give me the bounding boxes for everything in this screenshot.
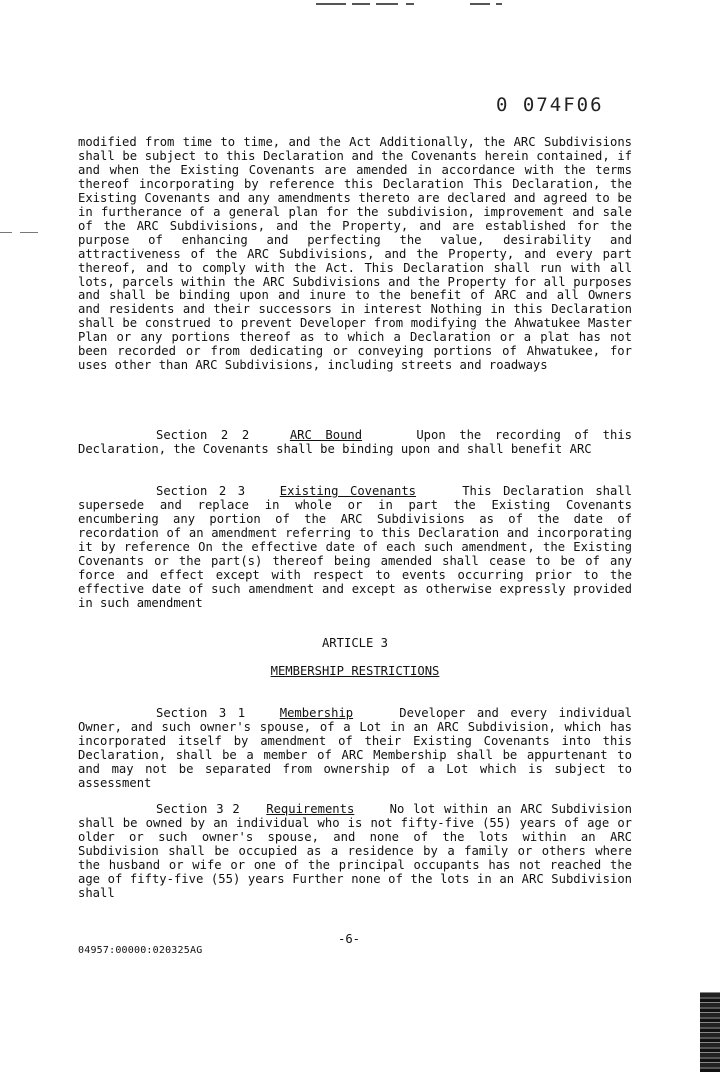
section-2-2-label: Section 2 2 <box>156 428 250 442</box>
section-2-2 <box>78 429 632 457</box>
section-2-3-title: Existing Covenants <box>279 484 417 498</box>
section-3-2-label: Section 3 2 <box>156 802 240 816</box>
scan-artifact-top <box>310 0 530 8</box>
section-2-3-body: This Declaration shall supersede and replace in whole or in part the Existing Covenants encumbering any portion of the ARC Subdivisions as of the date of recordation of an amendment referring to this Declaration and incorporating it by reference On the effective date of each such amendment, the Existing Covenants or the part(s) thereof being amended shall cease to be of any force and effect except with respect to events occurring prior to the effective date of such amendment and except as otherwise expressly provided in such amendment <box>78 484 633 610</box>
section-2-2-title: ARC Bound <box>289 428 363 442</box>
document-stamp-number: 0 074F06 <box>496 94 604 116</box>
section-3-2-title: Requirements <box>266 802 355 816</box>
article-heading: ARTICLE 3 <box>321 636 389 650</box>
section-2-3-label: Section 2 3 <box>156 484 246 498</box>
section-2-2-body: Upon the recording of this Declaration, the Covenants shall be binding upon and shall benefit ARC <box>78 428 632 456</box>
section-3-2 <box>78 803 632 901</box>
scan-mark-left <box>0 232 12 233</box>
article-title: MEMBERSHIP RESTRICTIONS <box>270 664 440 678</box>
section-3-1-label: Section 3 1 <box>156 706 246 720</box>
section-3-2-body: No lot within an ARC Subdivision shall be owned by an individual who is not fifty-five (55) years of age or older or such owner's spouse, and none of the lots within an ARC Subdivision shall be occupied as a residence by a family or others where the husband or wife or one of the principal occupants has not reached the age of fifty-five (55) years Further none of the lots in an ARC Subdivision shall <box>78 802 632 900</box>
page-number: -6- <box>338 932 361 946</box>
section-2-3 <box>78 485 632 611</box>
scan-edge-bar <box>700 992 720 1072</box>
section-3-1 <box>78 707 632 791</box>
paragraph-intro: modified from time to time, and the Act Additionally, the ARC Subdivisions shall be subject to this Declaration and the Covenants herein contained, if and when the Existing Covenants are amended in accordance with the terms thereof incorporating by reference this Declaration This Declaration, the Existing Covenants and any amendments thereto are declared and agreed to be in furtherance of a general plan for the subdivision, improvement and sale of the ARC Subdivisions, and the Property, and are established for the purpose of enhancing and perfecting the value, desirability and attractiveness of the ARC Subdivisions, and the Property, and every part thereof, and to comply with the Act. This Declaration shall run with all lots, parcels within the ARC Subdivisions and the Property for all purposes and shall be binding upon and inure to the benefit of ARC and all Owners and residents and their successors in interest Nothing in this Declaration shall be construed to prevent Developer from modifying the Ahwatukee Master Plan or any portions thereof as to which a Declaration or a plat has not been recorded or from dedicating or conveying portions of Ahwatukee, for uses other than ARC Subdivisions, including streets and roadways <box>78 135 632 373</box>
section-3-1-title: Membership <box>279 706 354 720</box>
scan-mark-left-2 <box>20 232 38 233</box>
document-id: 04957:00000:020325AG <box>78 945 203 956</box>
section-3-1-body: Developer and every individual Owner, and such owner's spouse, of a Lot in an ARC Subdivision, which has incorporated itself by amendment of their Existing Covenants into this Declaration, shall be a member of ARC Membership shall be appurtenant to and may not be separated from ownership of a Lot which is subject to assessment <box>78 706 633 790</box>
